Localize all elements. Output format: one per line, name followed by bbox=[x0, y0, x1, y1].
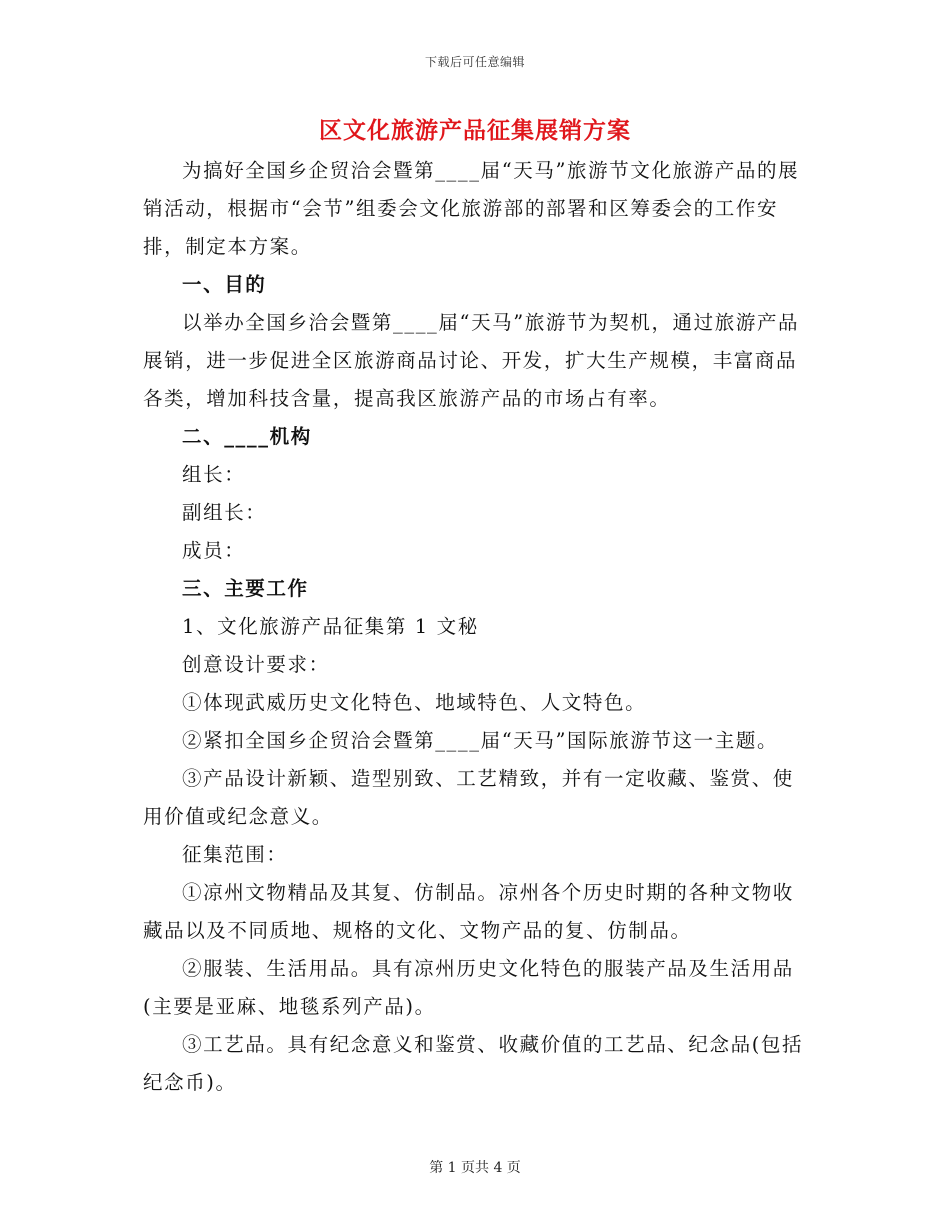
collection-scope-item: ③工艺品。具有纪念意义和鉴赏、收藏价值的工艺品、纪念品(包括纪念币)。 bbox=[143, 1033, 804, 1094]
section-heading-purpose: 一、目的 bbox=[182, 273, 267, 296]
org-leader-line: 组长： bbox=[182, 463, 246, 486]
document-title: 区文化旅游产品征集展销方案 bbox=[319, 117, 631, 144]
org-deputy-leader-line: 副组长： bbox=[182, 501, 267, 524]
purpose-paragraph: 以举办全国乡洽会暨第____届“天马”旅游节为契机，通过旅游产品展销，进一步促进全区旅游商品讨论、开发，扩大生产规模，丰富商品各类，增加科技含量，提高我区旅游产品的市场占有率。 bbox=[143, 311, 800, 410]
page-footer-indicator: 第 1 页共 4 页 bbox=[429, 1160, 521, 1176]
design-requirement-item: ①体现武威历史文化特色、地域特色、人文特色。 bbox=[182, 691, 647, 714]
design-requirements-label: 创意设计要求： bbox=[182, 653, 330, 676]
org-members-line: 成员： bbox=[182, 539, 246, 562]
collection-scope-item: ①凉州文物精品及其复、仿制品。凉州各个历史时期的各种文物收藏品以及不同质地、规格的文化、文物产品的复、仿制品。 bbox=[143, 881, 794, 942]
page-header-note: 下载后可任意编辑 bbox=[424, 55, 525, 69]
design-requirement-item: ③产品设计新颖、造型别致、工艺精致，并有一定收藏、鉴赏、使用价值或纪念意义。 bbox=[143, 767, 794, 828]
section-heading-organization: 二、____机构 bbox=[182, 425, 312, 448]
collection-scope-item: ②服装、生活用品。具有凉州历史文化特色的服装产品及生活用品(主要是亚麻、地毯系列产品)。 bbox=[143, 957, 794, 1018]
document-body bbox=[143, 152, 813, 1102]
section-heading-main-work: 三、主要工作 bbox=[182, 577, 309, 600]
collection-scope-label: 征集范围： bbox=[182, 843, 288, 866]
intro-paragraph: 为搞好全国乡企贸洽会暨第____届“天马”旅游节文化旅游产品的展销活动，根据市“会节”组委会文化旅游部的部署和区筹委会的工作安排，制定本方案。 bbox=[143, 159, 800, 258]
subsection-collection: 1、文化旅游产品征集第 1 文秘 bbox=[182, 615, 479, 638]
design-requirement-item: ②紧扣全国乡企贸洽会暨第____届“天马”国际旅游节这一主题。 bbox=[182, 729, 779, 752]
